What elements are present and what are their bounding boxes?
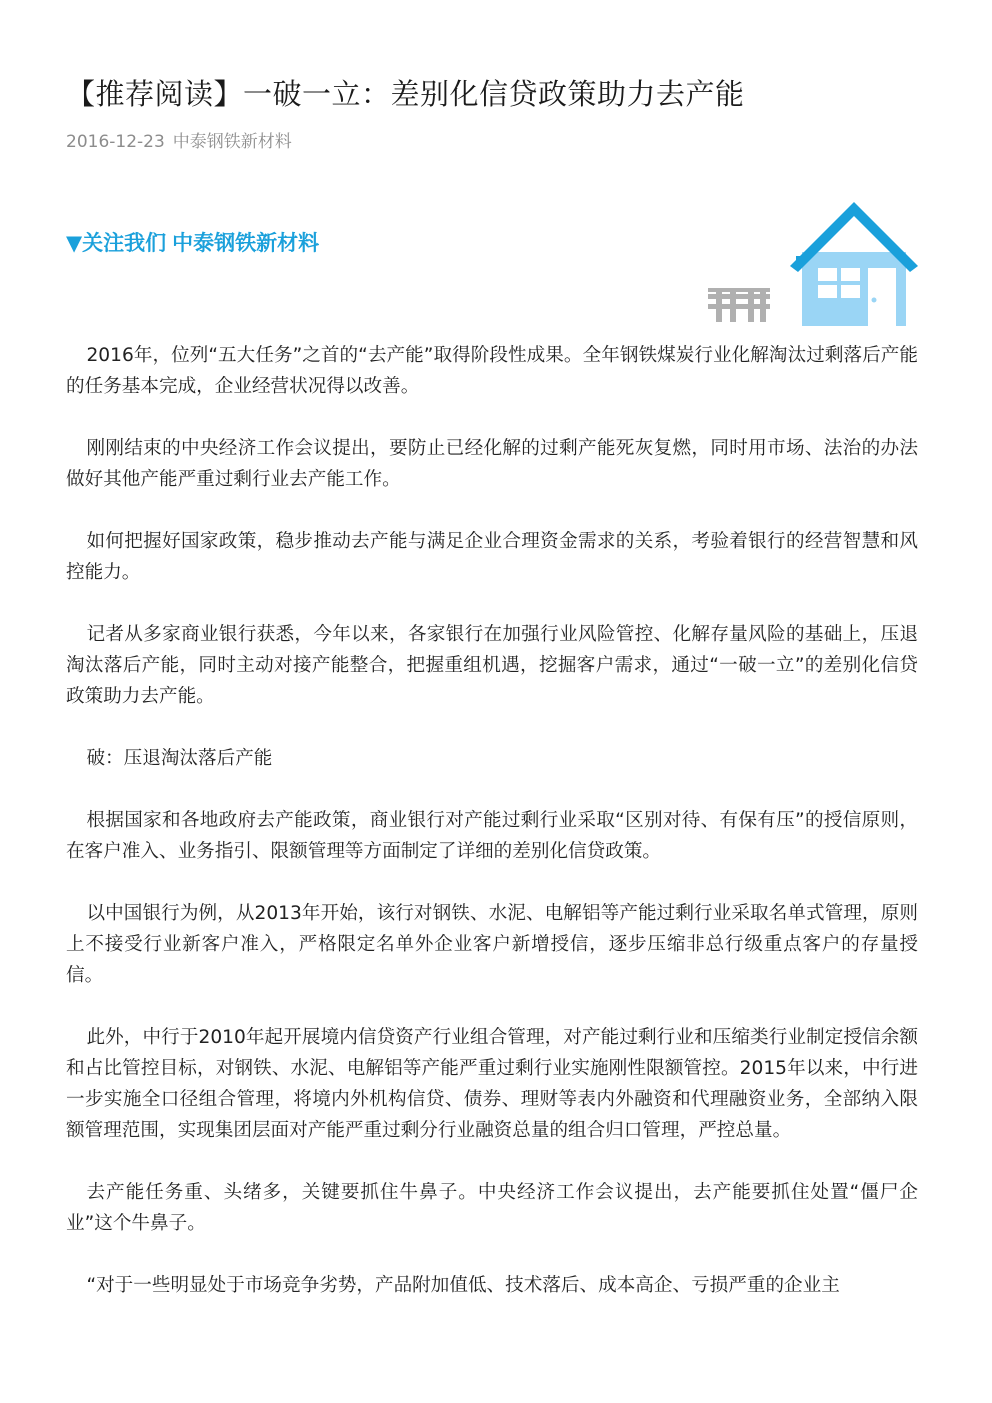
follow-brand: 中泰钢铁新材料 [172, 231, 320, 255]
article-body [66, 340, 918, 1332]
paragraph: 如何把握好国家政策，稳步推动去产能与满足企业合理资金需求的关系，考验着银行的经营智慧和风控能力。 [66, 531, 918, 583]
author-link[interactable]: 中泰钢铁新材料 [172, 132, 292, 152]
section-heading: 破：压退淘汰落后产能 [86, 748, 273, 769]
house-icon [700, 196, 930, 330]
publish-date: 2016-12-23 [66, 132, 165, 152]
paragraph: 2016年，位列“五大任务”之首的“去产能”取得阶段性成果。全年钢铁煤炭行业化解淘汰过剩落后产能的任务基本完成，企业经营状况得以改善。 [66, 345, 918, 397]
paragraph: 刚刚结束的中央经济工作会议提出，要防止已经化解的过剩产能死灰复燃，同时用市场、法治的办法做好其他产能严重过剩行业去产能工作。 [66, 438, 918, 490]
paragraph: 去产能任务重、头绪多，关键要抓住牛鼻子。中央经济工作会议提出，去产能要抓住处置“僵尸企业”这个牛鼻子。 [66, 1182, 918, 1234]
paragraph: 记者从多家商业银行获悉，今年以来，各家银行在加强行业风险管控、化解存量风险的基础上，压退淘汰落后产能，同时主动对接产能整合，把握重组机遇，挖掘客户需求，通过“一破一立”的差别化信贷政策助力去产能。 [66, 624, 918, 707]
follow-banner[interactable] [66, 228, 319, 258]
paragraph: 根据国家和各地政府去产能政策，商业银行对产能过剩行业采取“区别对待、有保有压”的授信原则，在客户准入、业务指引、限额管理等方面制定了详细的差别化信贷政策。 [66, 810, 918, 862]
paragraph: 此外，中行于2010年起开展境内信贷资产行业组合管理，对产能过剩行业和压缩类行业制定授信余额和占比管控目标，对钢铁、水泥、电解铝等产能严重过剩行业实施刚性限额管控。2015年以来，中行进一步实施全口径组合管理，将境内外机构信贷、债券、理财等表内外融资和代理融资业务，全部纳入限额管理范围，实现集团层面对产能严重过剩分行业融资总量的组合归口管理，严控总量。 [66, 1027, 918, 1141]
paragraph: “对于一些明显处于市场竞争劣势，产品附加值低、技术落后、成本高企、亏损严重的企业主 [86, 1275, 840, 1296]
article-title: 【推荐阅读】一破一立：差别化信贷政策助力去产能 [66, 77, 745, 111]
paragraph: 以中国银行为例，从2013年开始，该行对钢铁、水泥、电解铝等产能过剩行业采取名单式管理，原则上不接受行业新客户准入，严格限定名单外企业客户新增授信，逐步压缩非总行级重点客户的存量授信。 [66, 903, 918, 986]
article-meta [66, 130, 292, 154]
bench-icon [708, 288, 770, 322]
follow-text: ▼关注我们 [66, 231, 167, 255]
